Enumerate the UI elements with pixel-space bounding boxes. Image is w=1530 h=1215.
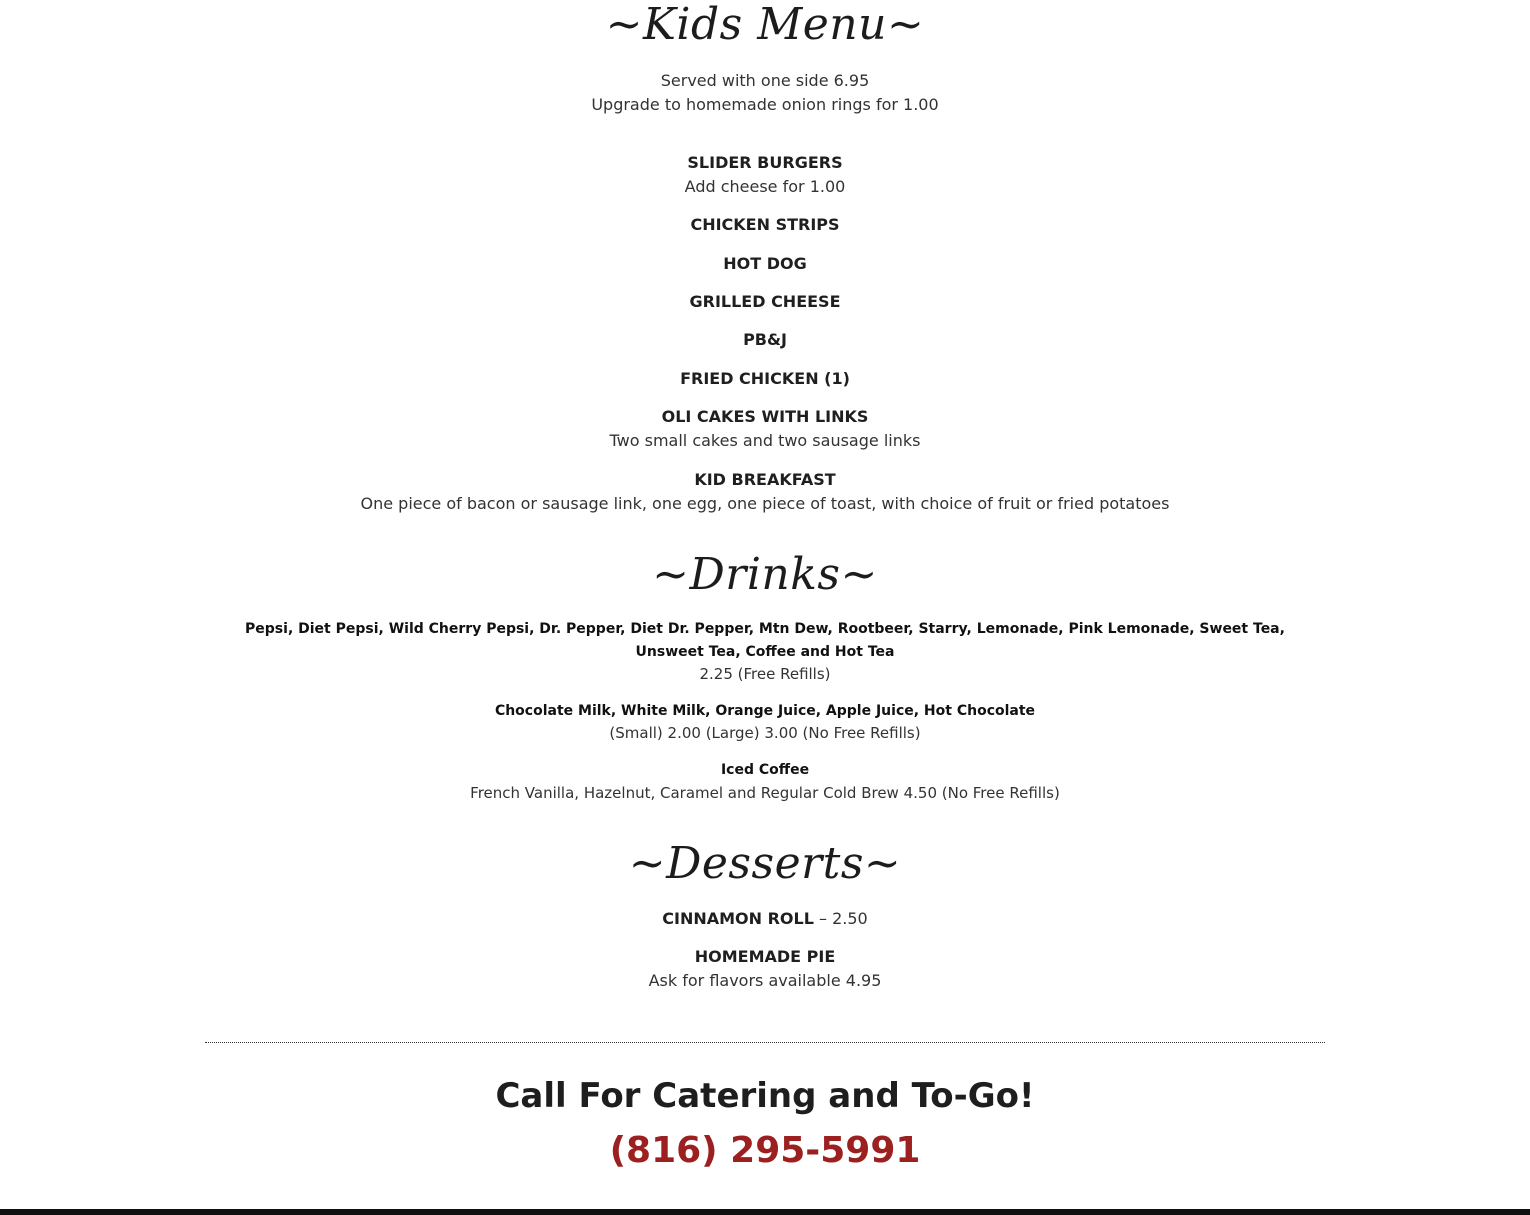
- phone-container: [0, 1127, 1530, 1181]
- kids-item-kid-breakfast: KID BREAKFAST: [694, 470, 836, 489]
- desserts-title: ~Desserts~: [628, 838, 902, 889]
- kids-item-hot-dog: HOT DOG: [723, 254, 807, 273]
- drinks-soda-price: 2.25 (Free Refills): [699, 665, 831, 683]
- kids-item-slider-burgers-desc: Add cheese for 1.00: [684, 177, 846, 196]
- dessert-homemade-pie-desc: Ask for flavors available 4.95: [648, 971, 882, 990]
- dessert-cinnamon-roll: [0, 907, 1530, 931]
- kids-item-fried-chicken: FRIED CHICKEN (1): [680, 369, 850, 388]
- dessert-homemade-pie: HOMEMADE PIE: [694, 947, 836, 966]
- drinks-iced-coffee-desc: French Vanilla, Hazelnut, Caramel and Regular Cold Brew 4.50 (No Free Refills): [470, 784, 1060, 802]
- drinks-iced-coffee: Iced Coffee: [720, 762, 810, 778]
- drinks-milk-list: Chocolate Milk, White Milk, Orange Juice, Apple Juice, Hot Chocolate: [494, 703, 1036, 719]
- kids-item-oli-cakes: OLI CAKES WITH LINKS: [661, 407, 869, 426]
- dessert-cinnamon-roll-name: CINNAMON ROLL: [662, 909, 814, 928]
- kids-item-pbj: PB&J: [743, 330, 787, 349]
- kids-menu-title: ~Kids Menu~: [605, 0, 925, 50]
- section-divider: [205, 1042, 1325, 1043]
- drinks-milk-price: (Small) 2.00 (Large) 3.00 (No Free Refills): [609, 724, 921, 742]
- kids-item-slider-burgers: SLIDER BURGERS: [687, 153, 843, 172]
- kids-item-oli-cakes-desc: Two small cakes and two sausage links: [609, 431, 921, 450]
- dessert-cinnamon-roll-price: – 2.50: [813, 909, 868, 928]
- kids-intro-line2: Upgrade to homemade onion rings for 1.00: [591, 95, 939, 114]
- kids-intro-line1: Served with one side 6.95: [660, 71, 870, 90]
- bottom-bar: [0, 1209, 1530, 1215]
- phone-link[interactable]: (816) 295-5991: [609, 1130, 921, 1171]
- drinks-title: ~Drinks~: [652, 549, 878, 600]
- kids-item-grilled-cheese: GRILLED CHEESE: [689, 292, 841, 311]
- kids-item-chicken-strips: CHICKEN STRIPS: [690, 215, 840, 234]
- catering-heading: Call For Catering and To-Go!: [495, 1076, 1035, 1116]
- drinks-soda-block: [0, 618, 1530, 664]
- drinks-soda-list: Pepsi, Diet Pepsi, Wild Cherry Pepsi, Dr. Pepper, Diet Dr. Pepper, Mtn Dew, Rootbeer, Starry, Lemonade, Pink Lemonade, Sweet Tea, Unsweet Tea, Coffee and Hot Tea: [245, 621, 1285, 660]
- kids-item-kid-breakfast-desc: One piece of bacon or sausage link, one egg, one piece of toast, with choice of fruit or fried potatoes: [360, 494, 1170, 513]
